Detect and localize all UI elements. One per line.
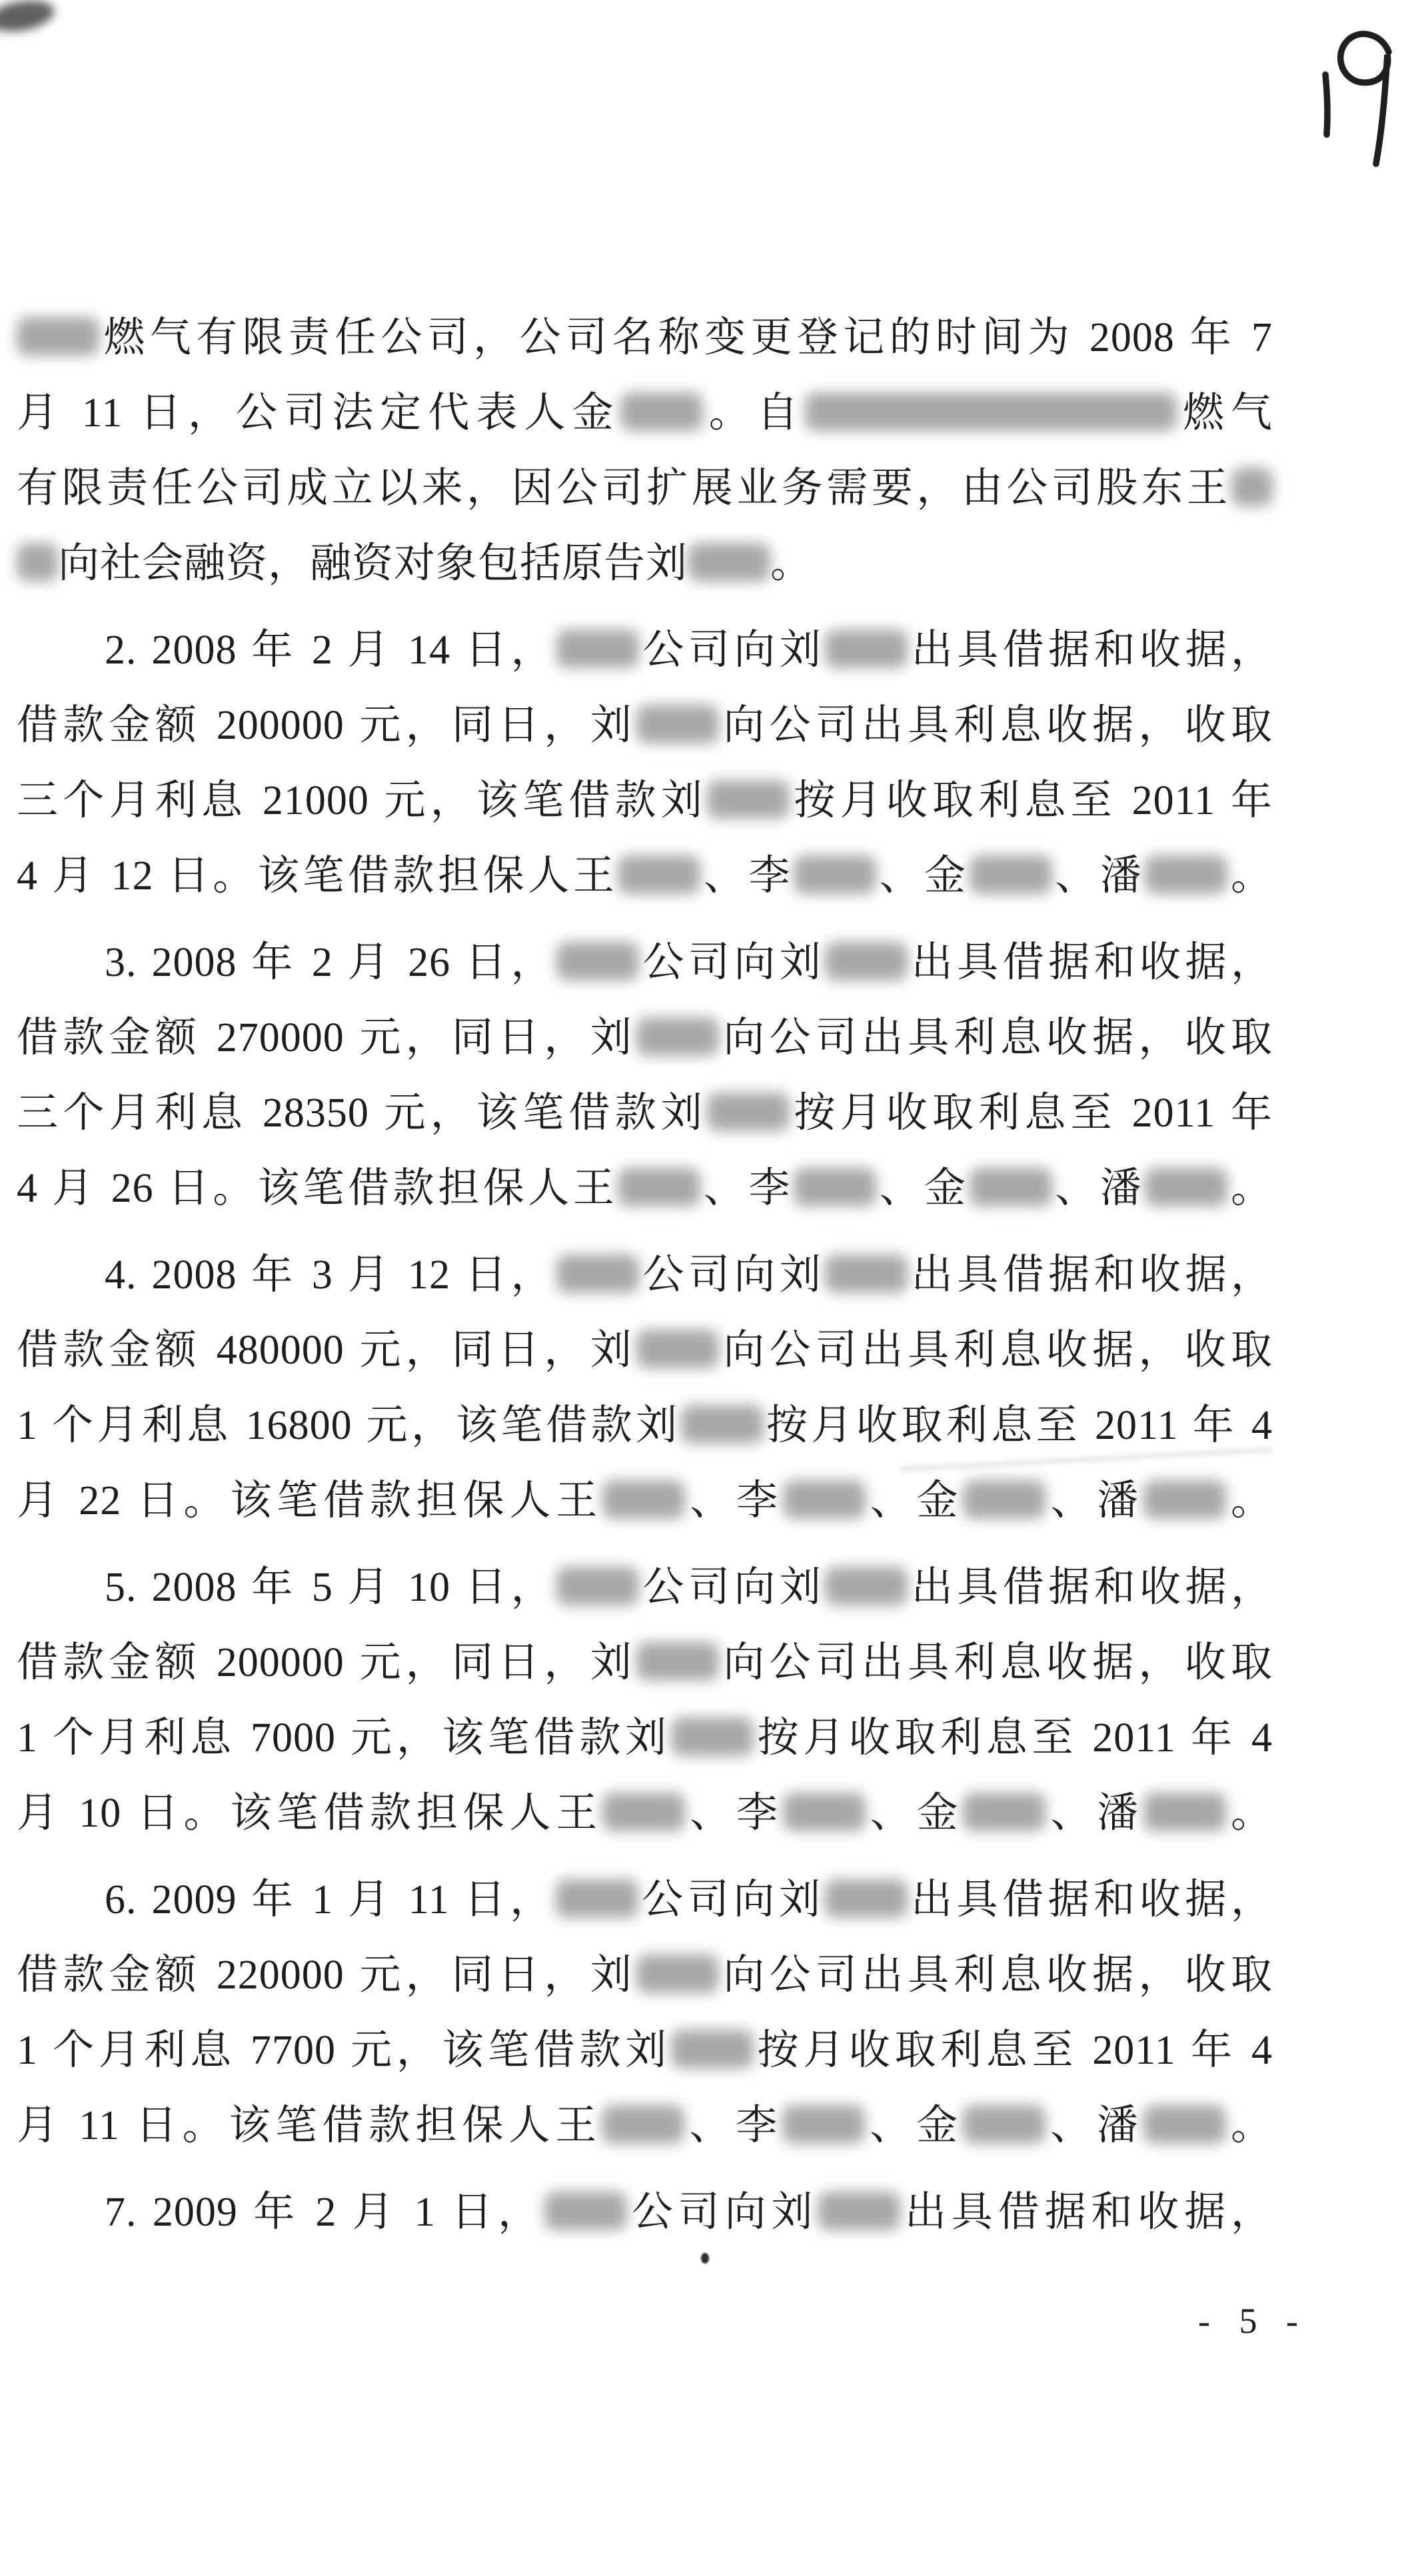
text-segment: 借款金额 220000 元，同日，刘: [17, 1952, 636, 1998]
text-segment: 1 个月利息 7000 元，该笔借款刘: [17, 1715, 671, 1761]
text-segment: 、金: [865, 2103, 964, 2148]
text-segment: 借款金额 200000 元，同日，刘: [17, 1640, 636, 1685]
text-segment: 、潘: [1046, 1478, 1144, 1523]
text-line: [17, 763, 1273, 839]
handwritten-page-mark: [1305, 19, 1405, 179]
text-segment: 、李: [685, 1478, 783, 1523]
text-segment: 、李: [700, 853, 794, 899]
text-segment: 出具借据和收据，: [908, 628, 1273, 673]
text-segment: 向公司出具利息收据，收取: [719, 703, 1273, 748]
para-loan-2008-02-26: [17, 925, 1273, 1226]
text-segment: 公司向刘: [639, 628, 826, 673]
text-segment: 4 月 12 日。该笔借款担保人王: [17, 853, 618, 899]
text-line: [17, 451, 1273, 526]
para-loan-2008-05-10: [17, 1550, 1273, 1851]
text-line: [17, 688, 1273, 763]
text-line: [17, 1701, 1273, 1776]
text-segment: 出具借据和收据，: [908, 1252, 1273, 1298]
redaction-blur: [825, 942, 908, 981]
text-segment: 。: [1226, 1478, 1273, 1523]
text-line: [17, 1776, 1273, 1851]
text-segment: 5. 2008 年 5 月 10 日，: [105, 1565, 557, 1610]
redaction-blur: [618, 1168, 700, 1207]
text-segment: 公司向刘: [639, 1565, 826, 1610]
text-line: [17, 1001, 1273, 1076]
text-segment: 、李: [684, 2103, 783, 2148]
text-segment: 出具借据和收据，: [908, 1565, 1273, 1610]
redaction-blur: [1143, 1480, 1226, 1519]
redaction-blur: [602, 1793, 685, 1832]
redaction-blur: [783, 1793, 866, 1832]
redaction-blur: [17, 543, 58, 582]
para-loan-2008-03-12: [17, 1238, 1273, 1539]
redaction-blur: [783, 1480, 866, 1519]
text-segment: 月 11 日，公司法定代表人金: [17, 390, 620, 436]
text-segment: 、潘: [1052, 853, 1145, 899]
text-line: [17, 839, 1273, 914]
text-segment: 。自: [702, 390, 805, 436]
text-segment: 6. 2009 年 1 月 11 日，: [105, 1877, 556, 1923]
redaction-blur: [17, 317, 99, 356]
redaction-blur: [963, 1793, 1046, 1832]
text-segment: 月 22 日。该笔借款担保人王: [17, 1478, 603, 1523]
para-loan-2008-02-14: [17, 613, 1273, 914]
redaction-blur: [818, 2192, 900, 2231]
redaction-blur: [825, 1879, 908, 1919]
text-segment: 公司向刘: [626, 2190, 818, 2235]
text-segment: 出具借据和收据，: [907, 1877, 1273, 1923]
redaction-blur: [636, 1330, 719, 1369]
text-segment: 公司向刘: [638, 1877, 825, 1923]
text-line: [17, 300, 1273, 376]
redaction-blur: [620, 392, 703, 432]
redaction-blur: [805, 392, 1177, 432]
text-segment: 2. 2008 年 2 月 14 日，: [105, 628, 557, 673]
text-line: [17, 925, 1273, 1001]
redaction-blur: [707, 1092, 790, 1132]
text-segment: 向公司出具利息收据，收取: [719, 1015, 1273, 1061]
text-segment: 向公司出具利息收据，收取: [719, 1952, 1273, 1998]
text-line: [17, 1238, 1273, 1313]
text-segment: 、金: [876, 853, 970, 899]
text-segment: 1 个月利息 16800 元，该笔借款刘: [17, 1403, 681, 1448]
text-line: [17, 1550, 1273, 1625]
redaction-blur: [556, 1567, 639, 1606]
text-segment: 。: [770, 541, 813, 586]
text-segment: 按月收取利息至 2011 年 4: [753, 2028, 1273, 2073]
text-segment: 、金: [865, 1791, 964, 1836]
text-segment: 公司向刘: [639, 1252, 826, 1298]
redaction-blur: [636, 1642, 719, 1681]
text-segment: 月 11 日。该笔借款担保人王: [17, 2103, 602, 2148]
text-line: [17, 2088, 1273, 2164]
redaction-blur: [544, 2192, 627, 2231]
text-segment: 。: [1227, 853, 1273, 899]
redaction-blur: [1145, 855, 1227, 895]
redaction-blur: [556, 942, 639, 981]
scan-smudge: [0, 0, 57, 36]
text-line: [17, 526, 1273, 602]
redaction-blur: [636, 705, 719, 744]
text-segment: 按月收取利息至 2011 年 4: [753, 1715, 1273, 1761]
text-line: [17, 1464, 1273, 1539]
text-segment: 三个月利息 28350 元，该笔借款刘: [17, 1090, 708, 1136]
para-company-background: [17, 300, 1273, 602]
redaction-blur: [688, 543, 770, 582]
text-segment: 公司向刘: [639, 940, 826, 985]
redaction-blur: [671, 1717, 754, 1757]
redaction-blur: [825, 1254, 908, 1294]
text-segment: 。: [1226, 2103, 1273, 2148]
redaction-blur: [671, 2030, 754, 2069]
text-segment: 、李: [685, 1791, 783, 1836]
page-number: - 5 -: [1198, 2301, 1306, 2341]
redaction-blur: [636, 1954, 719, 1994]
redaction-blur: [707, 780, 790, 819]
redaction-blur: [636, 1017, 719, 1057]
redaction-blur: [825, 630, 908, 669]
text-segment: 。: [1227, 1166, 1273, 1211]
redaction-blur: [1145, 1168, 1227, 1207]
text-segment: 借款金额 270000 元，同日，刘: [17, 1015, 636, 1061]
text-segment: 1 个月利息 7700 元，该笔借款刘: [17, 2028, 671, 2073]
redaction-blur: [618, 855, 700, 895]
text-segment: 3. 2008 年 2 月 26 日，: [105, 940, 557, 985]
redaction-blur: [1143, 1793, 1226, 1832]
text-segment: 三个月利息 21000 元，该笔借款刘: [17, 778, 708, 823]
text-line: [17, 1076, 1273, 1151]
text-segment: 、潘: [1046, 1791, 1144, 1836]
text-segment: 月 10 日。该笔借款担保人王: [17, 1791, 603, 1836]
text-segment: 借款金额 200000 元，同日，刘: [17, 703, 636, 748]
text-segment: 燃气: [1176, 390, 1273, 436]
para-loan-2009-01-11: [17, 1863, 1273, 2164]
redaction-blur: [970, 855, 1052, 895]
text-segment: 按月收取利息至 2011 年: [790, 1090, 1273, 1136]
text-line: [17, 376, 1273, 451]
redaction-blur: [1143, 2105, 1226, 2144]
text-line: [17, 1625, 1273, 1701]
redaction-blur: [970, 1168, 1052, 1207]
text-line: [17, 2175, 1273, 2250]
redaction-blur: [602, 2105, 684, 2144]
text-segment: 向公司出具利息收据，收取: [719, 1640, 1273, 1685]
text-segment: 燃气有限责任公司，公司名称变更登记的时间为 2008 年 7: [99, 315, 1273, 360]
text-segment: 、金: [865, 1478, 964, 1523]
text-segment: 、潘: [1046, 2103, 1143, 2148]
text-line: [17, 1938, 1273, 2013]
text-line: [17, 613, 1273, 688]
redaction-blur: [825, 1567, 908, 1606]
text-segment: 。: [1226, 1791, 1273, 1836]
text-segment: 按月收取利息至 2011 年: [790, 778, 1273, 823]
text-segment: 7. 2009 年 2 月 1 日，: [105, 2190, 544, 2235]
redaction-blur: [963, 2105, 1046, 2144]
redaction-blur: [1231, 468, 1273, 507]
text-line: [17, 2013, 1273, 2088]
text-segment: 有限责任公司成立以来，因公司扩展业务需要，由公司股东王: [17, 466, 1231, 511]
text-segment: 出具借据和收据，: [900, 2190, 1273, 2235]
redaction-blur: [794, 855, 876, 895]
text-line: [17, 1388, 1273, 1464]
text-segment: 4. 2008 年 3 月 12 日，: [105, 1252, 557, 1298]
redaction-blur: [681, 1405, 764, 1444]
redaction-blur: [556, 1879, 638, 1919]
redaction-blur: [782, 2105, 865, 2144]
redaction-blur: [794, 1168, 876, 1207]
redaction-blur: [602, 1480, 685, 1519]
text-segment: 借款金额 480000 元，同日，刘: [17, 1328, 636, 1373]
redaction-blur: [556, 630, 639, 669]
text-segment: 、李: [700, 1166, 794, 1211]
text-segment: 按月收取利息至 2011 年 4: [763, 1403, 1273, 1448]
text-line: [17, 1863, 1273, 1938]
text-line: [17, 1313, 1273, 1388]
text-segment: 、金: [876, 1166, 970, 1211]
para-loan-2009-02-01: [17, 2175, 1273, 2250]
judgment-text: [17, 300, 1273, 2250]
text-line: [17, 1151, 1273, 1226]
redaction-blur: [556, 1254, 639, 1294]
text-segment: 向公司出具利息收据，收取: [719, 1328, 1273, 1373]
text-segment: 出具借据和收据，: [908, 940, 1273, 985]
text-segment: 、潘: [1052, 1166, 1145, 1211]
text-segment: 向社会融资，融资对象包括原告刘: [58, 541, 688, 586]
redaction-blur: [963, 1480, 1046, 1519]
text-segment: 4 月 26 日。该笔借款担保人王: [17, 1166, 618, 1211]
ink-dot: [701, 2253, 709, 2264]
